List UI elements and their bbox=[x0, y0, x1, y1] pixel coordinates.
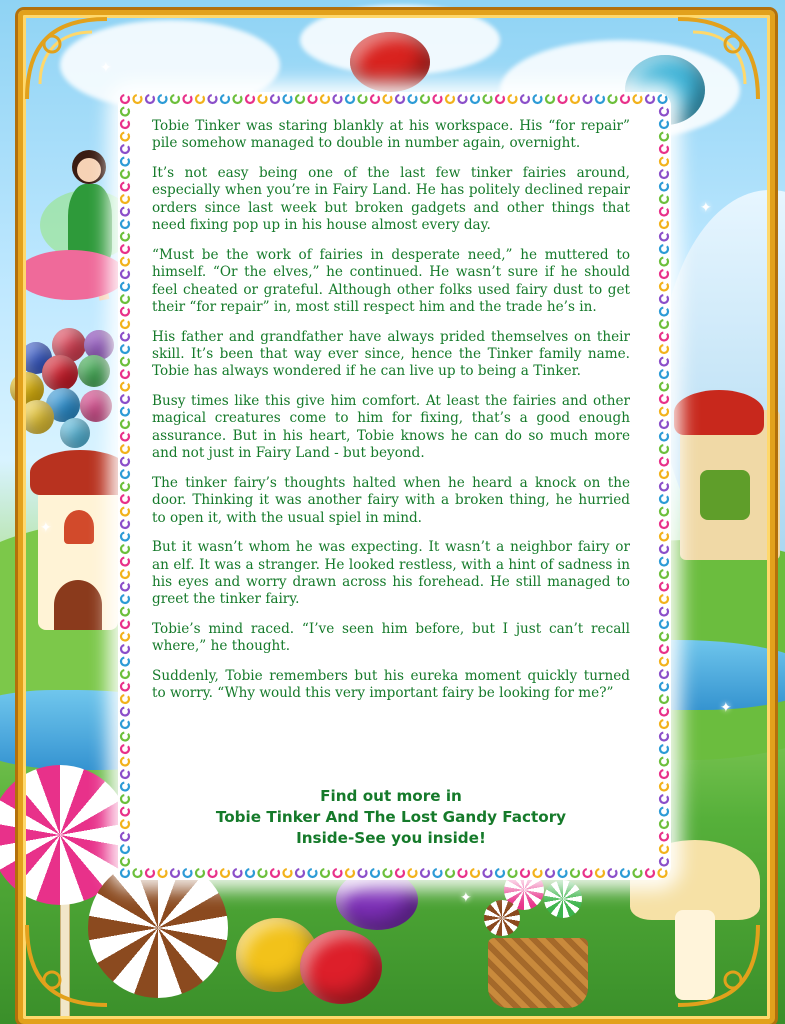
sparkle-icon: ✦ bbox=[40, 520, 52, 536]
story-paragraph: The tinker fairy’s thoughts halted when he heard a knock on the door. Thinking it was another fairy with a broken thing, he hurried to open it, with the usual spiel in mind. bbox=[152, 474, 630, 526]
story-paragraph: Tobie Tinker was staring blankly at his workspace. His “for repair” pile somehow managed to double in number again, overnight. bbox=[152, 118, 630, 152]
story-paragraph: Suddenly, Tobie remembers but his eureka moment quickly turned to worry. “Why would this very important fairy be looking for me?” bbox=[152, 668, 630, 702]
story-paragraph: His father and grandfather have always prided themselves on their skill. It’s been that way ever since, hence the Tinker family name. Tobie has always wondered if he can live up to being a Tinker. bbox=[152, 328, 630, 380]
gold-corner-ornament-icon bbox=[673, 920, 763, 1010]
sparkle-icon: ✦ bbox=[720, 700, 732, 716]
story-paragraph: But it wasn’t whom he was expecting. It wasn’t a neighbor fairy or an elf. It was a stranger. He looked restless, with a hint of sadness in his eyes and worry drawn across his forehead. He still managed to greet the tinker fairy. bbox=[152, 539, 630, 608]
cta-book-title: Tobie Tinker And The Lost Gandy Factory bbox=[215, 808, 567, 826]
sparkle-icon: ✦ bbox=[460, 890, 472, 906]
gold-corner-ornament-icon bbox=[22, 920, 112, 1010]
call-to-action bbox=[152, 786, 630, 849]
story-paragraph: Tobie’s mind raced. “I’ve seen him before, but I just can’t recall where,” he thought. bbox=[152, 621, 630, 655]
gold-corner-ornament-icon bbox=[22, 14, 112, 104]
gold-corner-ornament-icon bbox=[673, 14, 763, 104]
sparkle-icon: ✦ bbox=[100, 60, 112, 76]
cta-line: Inside-See you inside! bbox=[296, 829, 486, 847]
story-paragraph: “Must be the work of fairies in desperate need,” he muttered to himself. “Or the elves,” he continued. He wasn’t sure if he should feel cheated or grateful. Although other folks used fairy dust to get their “for repair” in, most still respect him and the trade he’s in. bbox=[152, 246, 630, 316]
story-text bbox=[152, 118, 630, 715]
story-paragraph: It’s not easy being one of the last few tinker fairies around, especially when you’re in Fairy Land. He has politely declined repair orders since last week but broken gadgets and other things that need fixing pop up in his house almost every day. bbox=[152, 165, 630, 234]
story-paragraph: Busy times like this give him comfort. At least the fairies and other magical creatures come to him for fixing, that’s a good enough assurance. But in his heart, Tobie knows he can do so much more and not just in Fairy Land - but beyond. bbox=[152, 393, 630, 462]
cta-line: Find out more in bbox=[320, 787, 462, 805]
sparkle-icon: ✦ bbox=[700, 200, 712, 216]
